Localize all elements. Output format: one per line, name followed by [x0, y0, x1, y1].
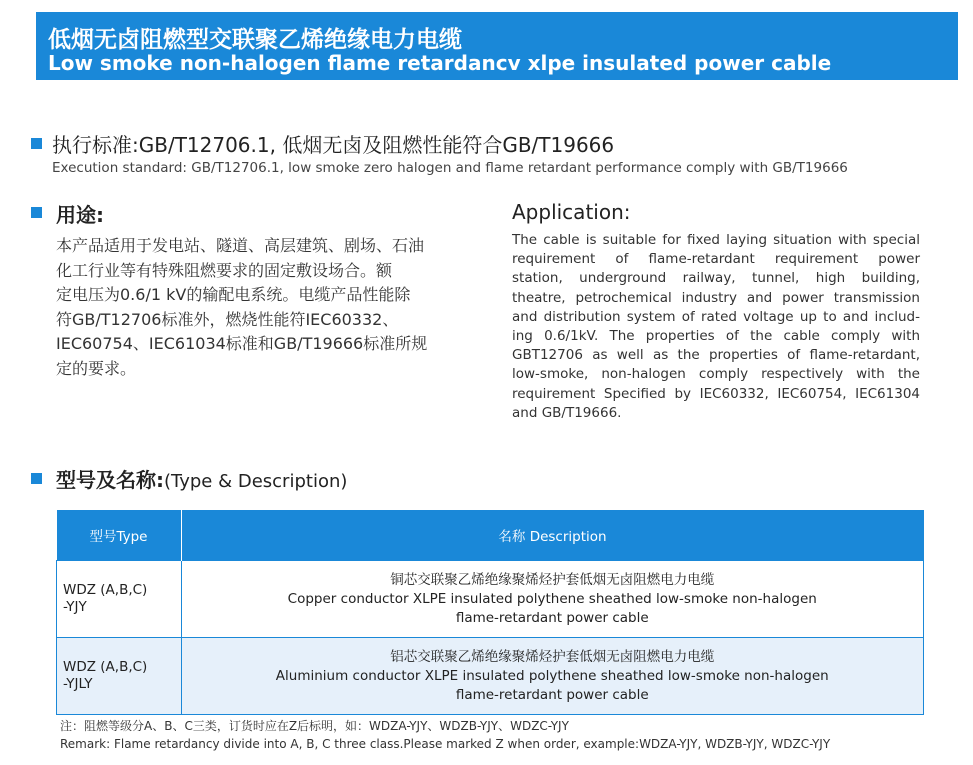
application-heading: Application: — [512, 200, 631, 224]
usage-line: 符GB/T12706标准外，燃烧性能符IEC60332、 — [56, 309, 399, 329]
description-cn: 铝芯交联聚乙烯绝缘聚烯烃护套低烟无卤阻燃电力电缆 — [390, 648, 715, 665]
standard-english: Execution standard: GB/T12706.1, low smoke zero halogen and flame retardant performance comply with GB/T19666 — [52, 160, 848, 176]
application-line: station, underground railway, tunnel, high building, — [512, 270, 920, 287]
type-table — [56, 510, 924, 715]
description-cell — [181, 638, 924, 715]
application-line: GBT12706 as well as the properties of flame-retardant, — [512, 347, 920, 364]
application-line: low-smoke, non-halogen comply respectively with the — [512, 366, 920, 383]
description-en: flame-retardant power cable — [455, 686, 649, 703]
model-cell — [57, 561, 182, 638]
model-cell — [57, 638, 182, 715]
application-line: requirement Specified by IEC60332, IEC60754, IEC61304 — [512, 385, 920, 402]
title-cn: 低烟无卤阻燃型交联聚乙烯绝缘电力电缆 — [48, 27, 462, 53]
description-en: flame-retardant power cable — [455, 609, 649, 626]
description-en: Aluminium conductor XLPE insulated polythene sheathed low-smoke non-halogen — [275, 667, 829, 684]
description-cn: 铜芯交联聚乙烯绝缘聚烯烃护套低烟无卤阻燃电力电缆 — [390, 571, 715, 588]
application-line: and distribution system of rated voltage up to and includ- — [512, 308, 920, 325]
application-paragraph — [512, 231, 920, 423]
title-banner — [36, 12, 958, 80]
model-line: -YJLY — [63, 676, 93, 692]
title-en: Low smoke non-halogen flame retardancv xlpe insulated power cable — [48, 51, 832, 75]
table-row — [57, 561, 924, 638]
bullet-square-icon — [31, 473, 42, 484]
application-line: The cable is suitable for fixed laying situation with special — [512, 232, 920, 248]
usage-line: IEC60754、IEC61034标准和GB/T19666标准所规 — [56, 334, 428, 353]
usage-line: 定电压为0.6/1 kV的输配电系统。电缆产品性能除 — [56, 285, 411, 304]
types-heading — [56, 464, 347, 493]
usage-line: 定的要求。 — [56, 358, 137, 378]
column-header-description: 名称 Description — [181, 510, 924, 561]
usage-line: 化工行业等有特殊阻燃要求的固定敷设场合。额 — [56, 260, 393, 280]
types-heading-en: (Type & Description) — [164, 471, 348, 492]
table-header-row — [57, 510, 924, 561]
usage-heading: 用途: — [56, 203, 104, 227]
note-en: Remark: Flame retardancy divide into A, B, C three class.Please marked Z when order, example:WDZA-YJY, WDZB-YJY, WDZC-YJY — [60, 737, 831, 751]
table-row — [57, 638, 924, 715]
bullet-square-icon — [31, 138, 42, 149]
usage-paragraph — [56, 234, 466, 381]
usage-line: 本产品适用于发电站、隧道、高层建筑、剧场、石油 — [56, 236, 425, 255]
application-line: and GB/T19666. — [512, 404, 622, 421]
application-line: theatre, petrochemical industry and power transmission — [512, 289, 920, 306]
note-cn: 注：阻燃等级分A、B、C三类，订货时应在Z后标明，如：WDZA-YJY、WDZB-YJY、WDZC-YJY — [60, 719, 569, 733]
model-line: WDZ (A,B,C) — [63, 659, 148, 675]
types-heading-cn: 型号及名称: — [56, 468, 164, 492]
column-header-type: 型号Type — [57, 510, 182, 561]
model-line: WDZ (A,B,C) — [63, 582, 148, 598]
bullet-square-icon — [31, 207, 42, 218]
description-en: Copper conductor XLPE insulated polythene sheathed low-smoke non-halogen — [287, 590, 817, 607]
standard-heading: 执行标准:GB/T12706.1, 低烟无卤及阻燃性能符合GB/T19666 — [52, 133, 615, 157]
description-cell — [181, 561, 924, 638]
application-line: requirement of flame-retardant requirement power — [512, 251, 920, 268]
application-line: ing 0.6/1kV. The properties of the cable comply with — [512, 328, 920, 345]
model-line: -YJY — [63, 599, 87, 615]
